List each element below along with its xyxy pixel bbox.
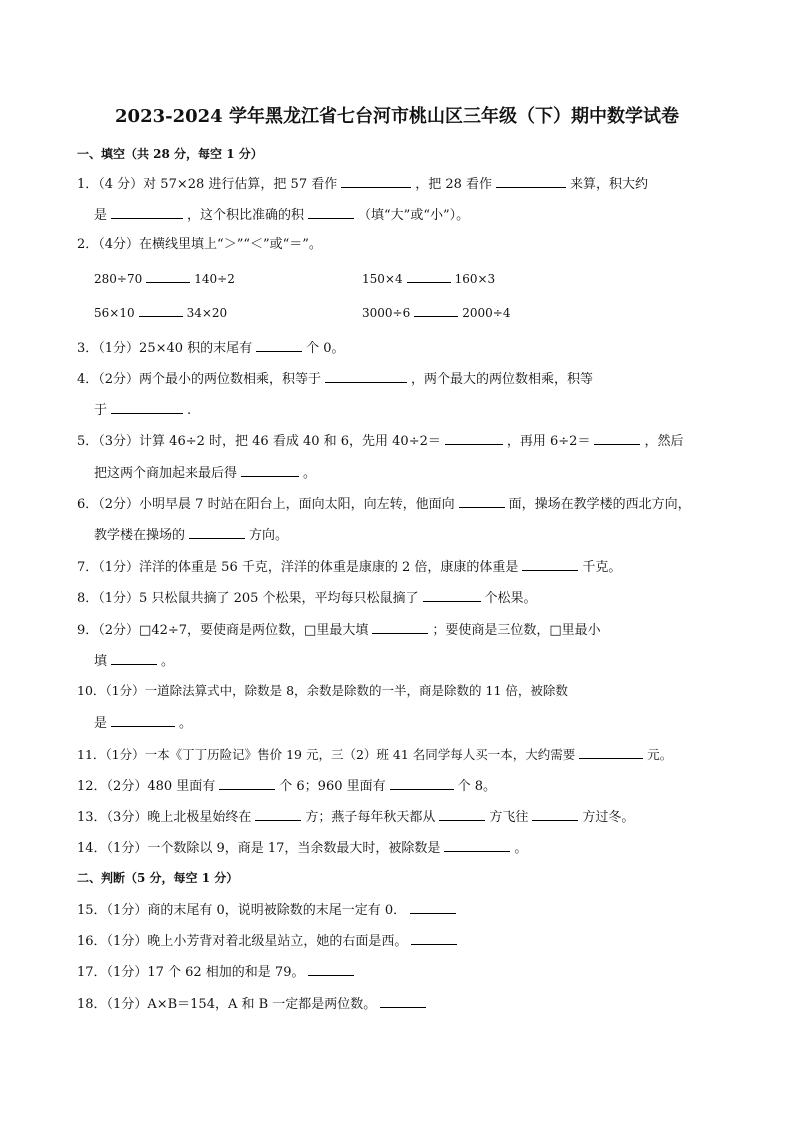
section-fill-in-heading: 一、填空（共 28 分，每空 1 分） <box>77 147 263 161</box>
q4-text-c: 于 <box>94 403 108 418</box>
q15-blank-1 <box>410 899 456 914</box>
q11-text-a: 11．（1分）一本《丁丁历险记》售价 19 元，三（2）班 41 名同学每人买一本，大约需要 <box>77 747 576 762</box>
question-4 <box>77 368 593 390</box>
q10-text-c: 。 <box>179 716 193 731</box>
q6-text-d: 方向。 <box>249 528 289 543</box>
q1-text-a: 1．（4 分）对 57×28 进行估算，把 57 看作 <box>77 177 338 192</box>
q2-blank-1 <box>146 268 190 283</box>
question-17 <box>77 961 358 983</box>
q4-text-a: 4．（2分）两个最小的两位数相乘，积等于 <box>77 372 322 387</box>
q3-text-b: 个 0。 <box>306 341 345 356</box>
q1-blank-2 <box>496 173 566 188</box>
q6-blank-1 <box>459 493 505 508</box>
q9-blank-2 <box>111 650 157 665</box>
q12-text-c: 个 8。 <box>457 779 497 794</box>
q11-blank-1 <box>579 744 643 759</box>
q2-pair-1-left: 280÷70 <box>94 272 143 286</box>
q10-blank-1 <box>111 712 175 727</box>
q5-text-b: ，再用 6÷2＝ <box>506 434 591 449</box>
q16-text-a: 16．（1分）晚上小芳背对着北级星站立，她的右面是西。 <box>77 934 408 949</box>
q2-blank-2 <box>407 268 451 283</box>
question-10-cont <box>94 712 192 734</box>
q4-text-d: . <box>187 403 192 418</box>
q5-text-a: 5．（3分）计算 46÷2 时，把 46 看成 40 和 6，先用 40÷2＝ <box>77 434 441 449</box>
question-12 <box>77 775 496 797</box>
q8-text-a: 8．（1分）5 只松鼠共摘了 205 个松果，平均每只松鼠摘了 <box>77 591 419 606</box>
q2-blank-4 <box>414 302 458 317</box>
question-8 <box>77 587 537 609</box>
q7-text-a: 7．（1分）洋洋的体重是 56 千克，洋洋的体重是康康的 2 倍，康康的体重是 <box>77 560 519 575</box>
q12-text-a: 12．（2分）480 里面有 <box>77 779 216 794</box>
q5-blank-1 <box>445 430 503 445</box>
q5-text-e: 。 <box>303 466 317 481</box>
q2-pair-4-left: 3000÷6 <box>362 306 411 320</box>
q7-text-b: 千克。 <box>582 560 622 575</box>
q2-pair-2-left: 150×4 <box>362 272 403 286</box>
q3-blank-1 <box>256 337 302 352</box>
q9-text-c: 填 <box>94 654 108 669</box>
q5-text-d: 把这两个商加起来最后得 <box>94 466 238 481</box>
question-16 <box>77 930 461 952</box>
q13-blank-3 <box>532 806 578 821</box>
q12-blank-1 <box>219 775 275 790</box>
q2-pair-1-right: 140÷2 <box>194 272 235 286</box>
q6-text-a: 6．（2分）小明早晨 7 时站在阳台上，面向太阳，向左转，他面向 <box>77 497 455 512</box>
q1-blank-4 <box>308 204 354 219</box>
q1-text-f: （填“大”或“小”）。 <box>358 208 470 223</box>
question-3 <box>77 337 345 359</box>
q10-text-b: 是 <box>94 716 108 731</box>
q13-blank-1 <box>255 806 301 821</box>
q5-blank-3 <box>241 462 299 477</box>
q2-pair-3-left: 56×10 <box>94 306 135 320</box>
q13-text-c: 方飞往 <box>489 810 529 825</box>
section-judgement-heading: 二、判断（5 分，每空 1 分） <box>77 871 239 885</box>
q13-blank-2 <box>439 806 485 821</box>
q16-blank-1 <box>411 930 457 945</box>
question-5 <box>77 430 683 452</box>
q11-text-b: 元。 <box>647 747 673 762</box>
q2-blank-3 <box>139 302 183 317</box>
q9-blank-1 <box>372 619 428 634</box>
q2-pair-2 <box>362 268 495 289</box>
q1-text-c: 来算，积大约 <box>570 177 649 192</box>
question-15 <box>77 899 460 921</box>
question-2: 2．（4分）在横线里填上“＞”“＜”或“＝”。 <box>77 237 322 252</box>
q8-blank-1 <box>423 587 481 602</box>
q1-blank-1 <box>341 173 411 188</box>
question-7 <box>77 556 621 578</box>
q18-blank-1 <box>380 993 426 1008</box>
q3-text-a: 3．（1分）25×40 积的末尾有 <box>77 341 253 356</box>
q1-text-b: ，把 28 看作 <box>415 177 493 192</box>
question-10: 10．（1分）一道除法算式中，除数是 8，余数是除数的一半，商是除数的 11 倍，被除数 <box>77 683 568 698</box>
question-18 <box>77 993 430 1015</box>
q6-text-b: 面，操场在教学楼的西北方向， <box>508 497 691 512</box>
question-11 <box>77 744 672 765</box>
q17-text-a: 17．（1分）17 个 62 相加的和是 79。 <box>77 965 305 980</box>
q6-blank-2 <box>189 524 245 539</box>
q14-blank-1 <box>444 837 510 852</box>
question-4-cont <box>94 399 191 421</box>
q7-blank-1 <box>522 556 578 571</box>
question-9 <box>77 619 601 641</box>
question-14 <box>77 837 527 859</box>
q9-text-a: 9．（2分）□42÷7，要使商是两位数，□里最大填 <box>77 623 369 638</box>
q13-text-b: 方；燕子每年秋天都从 <box>305 810 436 825</box>
q4-text-b: ，两个最大的两位数相乘，积等 <box>411 372 594 387</box>
q2-pair-2-right: 160×3 <box>454 272 496 286</box>
q14-text-b: 。 <box>514 841 528 856</box>
q5-text-c: ，然后 <box>644 434 684 449</box>
q6-text-c: 教学楼在操场的 <box>94 528 186 543</box>
q2-pair-3 <box>94 302 227 323</box>
q18-text-a: 18．（1分）A×B＝154，A 和 B 一定都是两位数。 <box>77 997 377 1012</box>
q1-text-e: ，这个积比准确的积 <box>187 208 305 223</box>
q2-pair-4-right: 2000÷4 <box>462 306 511 320</box>
question-1 <box>77 173 648 195</box>
q12-text-b: 个 6；960 里面有 <box>279 779 386 794</box>
q13-text-d: 方过冬。 <box>582 810 635 825</box>
q17-blank-1 <box>308 961 354 976</box>
q15-text-a: 15．（1分）商的末尾有 0，说明被除数的末尾一定有 0． <box>77 903 407 918</box>
q13-text-a: 13．（3分）晚上北极星始终在 <box>77 810 252 825</box>
question-1-cont <box>94 204 469 226</box>
q5-blank-2 <box>594 430 640 445</box>
q1-blank-3 <box>111 204 183 219</box>
q4-blank-2 <box>111 399 183 414</box>
q2-pair-3-right: 34×20 <box>186 306 228 320</box>
q14-text-a: 14．（1分）一个数除以 9，商是 17，当余数最大时，被除数是 <box>77 841 441 856</box>
question-13 <box>77 806 634 828</box>
question-6 <box>77 493 691 515</box>
q8-text-b: 个松果。 <box>484 591 537 606</box>
exam-title: 2023-2024 学年黑龙江省七台河市桃山区三年级（下）期中数学试卷 <box>115 106 679 127</box>
q1-text-d: 是 <box>94 208 108 223</box>
q9-text-b: ；要使商是三位数，□里最小 <box>432 623 601 638</box>
q2-pair-4 <box>362 302 510 323</box>
question-6-cont <box>94 524 288 546</box>
q2-pair-1 <box>94 268 235 289</box>
q4-blank-1 <box>325 368 407 383</box>
q9-text-d: 。 <box>161 654 175 669</box>
question-9-cont <box>94 650 174 672</box>
question-5-cont <box>94 462 316 484</box>
q12-blank-2 <box>390 775 454 790</box>
